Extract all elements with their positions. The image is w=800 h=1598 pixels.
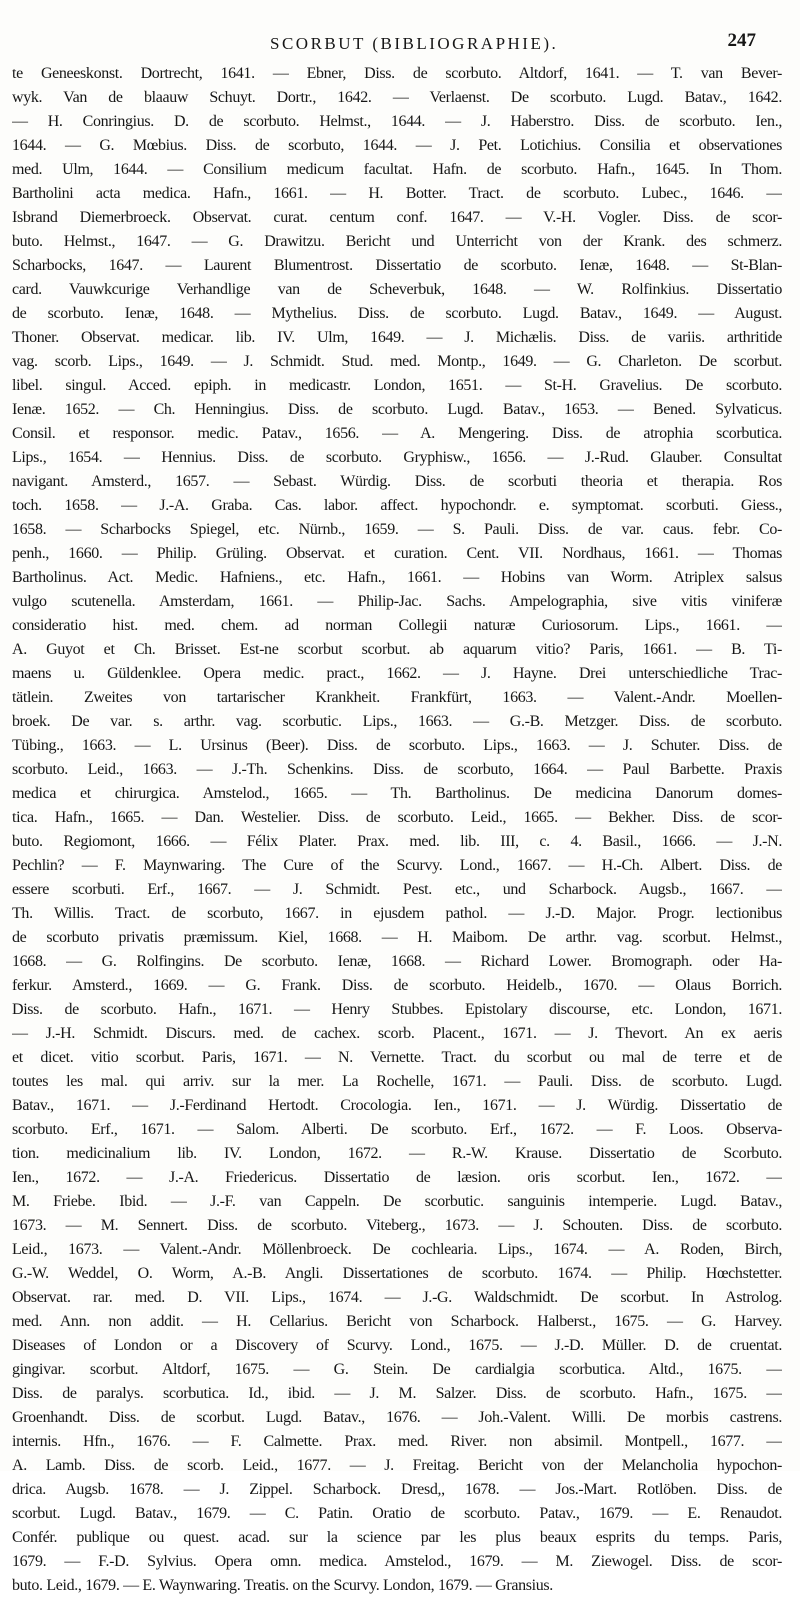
bibliography-text (12, 62, 782, 1598)
text-line: Pechlin? — F. Maynwaring. The Cure of the Scurvy. Lond., 1667. — H.-Ch. Albert. Diss. de (12, 857, 782, 874)
text-line: 1658. — Scharbocks Spiegel, etc. Nürnb., 1659. — S. Pauli. Diss. de var. caus. febr. Co- (12, 521, 782, 538)
text-line: toutes les mal. qui arriv. sur la mer. La Rochelle, 1671. — Pauli. Diss. de scorbuto. Lugd. (12, 1073, 782, 1090)
text-line: scorbuto. Erf., 1671. — Salom. Alberti. De scorbuto. Erf., 1672. — F. Loos. Observa- (12, 1121, 782, 1138)
text-line: 1679. — F.-D. Sylvius. Opera omn. medica. Amstelod., 1679. — M. Ziewogel. Diss. de scor- (12, 1553, 782, 1570)
text-line: Ienæ. 1652. — Ch. Henningius. Diss. de scorbuto. Lugd. Batav., 1653. — Bened. Sylvaticus. (12, 401, 782, 418)
text-line: Batav., 1671. — J.-Ferdinand Hertodt. Crocologia. Ien., 1671. — J. Würdig. Dissertatio de (12, 1097, 782, 1114)
text-line: Bartholinus. Act. Medic. Hafniens., etc. Hafn., 1661. — Hobins van Worm. Atriplex salsus (12, 569, 782, 586)
text-line: buto. Helmst., 1647. — G. Drawitzu. Bericht und Unterricht von der Krank. des schmerz. (12, 233, 782, 250)
text-line: — J.-H. Schmidt. Discurs. med. de cachex. scorb. Placent., 1671. — J. Thevort. An ex aeris (12, 1025, 782, 1042)
text-line: de scorbuto. Ienæ, 1648. — Mythelius. Diss. de scorbuto. Lugd. Batav., 1649. — August. (12, 305, 782, 322)
text-line: essere scorbuti. Erf., 1667. — J. Schmidt. Pest. etc., und Scharbock. Augsb., 1667. — (12, 881, 782, 898)
text-line: Diss. de paralys. scorbutica. Id., ibid. — J. M. Salzer. Diss. de scorbuto. Hafn., 1675. — (12, 1385, 782, 1402)
text-line: internis. Hfn., 1676. — F. Calmette. Prax. med. River. non absimil. Montpell., 1677. — (12, 1433, 782, 1450)
text-line: libel. singul. Acced. epiph. in medicastr. London, 1651. — St-H. Gravelius. De scorbuto. (12, 377, 782, 394)
text-line: Lips., 1654. — Hennius. Diss. de scorbuto. Gryphisw., 1656. — J.-Rud. Glauber. Consultat (12, 449, 782, 466)
text-line: Tübing., 1663. — L. Ursinus (Beer). Diss. de scorbuto. Lips., 1663. — J. Schuter. Diss. de (12, 737, 782, 754)
text-line: Bartholini acta medica. Hafn., 1661. — H. Botter. Tract. de scorbuto. Lubec., 1646. — (12, 185, 782, 202)
text-line: 1668. — G. Rolfingins. De scorbuto. Ienæ, 1668. — Richard Lower. Bromograph. oder Ha- (12, 953, 782, 970)
text-line: Scharbocks, 1647. — Laurent Blumentrost. Dissertatio de scorbuto. Ienæ, 1648. — St-Blan- (12, 257, 782, 274)
text-line: tätlein. Zweites von tartarischer Krankheit. Frankfürt, 1663. — Valent.-Andr. Moellen- (12, 689, 782, 706)
text-line: scorbuto. Leid., 1663. — J.-Th. Schenkins. Diss. de scorbuto, 1664. — Paul Barbette. Praxis (12, 761, 782, 778)
text-line: tica. Hafn., 1665. — Dan. Westelier. Diss. de scorbuto. Leid., 1665. — Bekher. Diss. de scor- (12, 809, 782, 826)
text-line: M. Friebe. Ibid. — J.-F. van Cappeln. De scorbutic. sanguinis intemperie. Lugd. Batav., (12, 1193, 782, 1210)
running-head (90, 30, 760, 58)
text-line: — H. Conringius. D. de scorbuto. Helmst., 1644. — J. Haberstro. Diss. de scorbuto. Ien., (12, 113, 782, 130)
text-line: ferkur. Amsterd., 1669. — G. Frank. Diss. de scorbuto. Heidelb., 1670. — Olaus Borrich. (12, 977, 782, 994)
text-line: vag. scorb. Lips., 1649. — J. Schmidt. Stud. med. Montp., 1649. — G. Charleton. De scorbut. (12, 353, 782, 370)
text-line: navigant. Amsterd., 1657. — Sebast. Würdig. Diss. de scorbuti theoria et therapia. Ros (12, 473, 782, 490)
text-line: A. Lamb. Diss. de scorb. Leid., 1677. — J. Freitag. Bericht von der Melancholia hypochon- (12, 1457, 782, 1474)
text-line: Confér. publique ou quest. acad. sur la science par les plus beaux esprits du temps. Paris, (12, 1529, 782, 1546)
text-line: Diseases of London or a Discovery of Scurvy. Lond., 1675. — J.-D. Müller. D. de cruentat. (12, 1337, 782, 1354)
text-line: buto. Regiomont, 1666. — Félix Plater. Prax. med. lib. III, c. 4. Basil., 1666. — J.-N. (12, 833, 782, 850)
text-line: tion. medicinalium lib. IV. London, 1672. — R.-W. Krause. Dissertatio de Scorbuto. (12, 1145, 782, 1162)
text-line: scorbut. Lugd. Batav., 1679. — C. Patin. Oratio de scorbuto. Patav., 1679. — E. Renaudot. (12, 1505, 782, 1522)
text-line: Isbrand Diemerbroeck. Observat. curat. centum conf. 1647. — V.-H. Vogler. Diss. de scor- (12, 209, 782, 226)
text-line: Th. Willis. Tract. de scorbuto, 1667. in ejusdem pathol. — J.-D. Major. Progr. lectionibus (12, 905, 782, 922)
text-line: 1644. — G. Mœbius. Diss. de scorbuto, 1644. — J. Pet. Lotichius. Consilia et observationes (12, 137, 782, 154)
text-line: drica. Augsb. 1678. — J. Zippel. Scharbock. Dresd,, 1678. — Jos.-Mart. Rotlöben. Diss. de (12, 1481, 782, 1498)
text-line: Consil. et responsor. medic. Patav., 1656. — A. Mengering. Diss. de atrophia scorbutica. (12, 425, 782, 442)
text-line: med. Ann. non addit. — H. Cellarius. Bericht von Scharbock. Halberst., 1675. — G. Harvey. (12, 1313, 782, 1330)
text-line: te Geneeskonst. Dortrecht, 1641. — Ebner, Diss. de scorbuto. Altdorf, 1641. — T. van Bever- (12, 65, 782, 82)
text-line: toch. 1658. — J.-A. Graba. Cas. labor. affect. hypochondr. e. symptomat. scorbuti. Giess., (12, 497, 782, 514)
text-line: medica et chirurgica. Amstelod., 1665. — Th. Bartholinus. De medicina Danorum domes- (12, 785, 782, 802)
text-line: consideratio hist. med. chem. ad norman Collegii naturæ Curiosorum. Lips., 1661. — (12, 617, 782, 634)
text-line: broek. De var. s. arthr. vag. scorbutic. Lips., 1663. — G.-B. Metzger. Diss. de scorbuto. (12, 713, 782, 730)
text-line: wyk. Van de blaauw Schuyt. Dortr., 1642. — Verlaenst. De scorbuto. Lugd. Batav., 1642. (12, 89, 782, 106)
text-line: Groenhandt. Diss. de scorbut. Lugd. Batav., 1676. — Joh.-Valent. Willi. De morbis castrens. (12, 1409, 782, 1426)
running-title: SCORBUT (BIBLIOGRAPHIE). (270, 34, 559, 53)
text-line: penh., 1660. — Philip. Grüling. Observat. et curation. Cent. VII. Nordhaus, 1661. — Thomas (12, 545, 782, 562)
text-line: Diss. de scorbuto. Hafn., 1671. — Henry Stubbes. Epistolary discourse, etc. London, 1671. (12, 1001, 782, 1018)
text-line: Thoner. Observat. medicar. lib. IV. Ulm, 1649. — J. Michælis. Diss. de variis. arthritide (12, 329, 782, 346)
text-line: vulgo scutenella. Amsterdam, 1661. — Philip-Jac. Sachs. Ampelographia, sive vitis viniferæ (12, 593, 782, 610)
page-number: 247 (727, 30, 756, 51)
text-line: maens u. Güldenklee. Opera medic. pract., 1662. — J. Hayne. Drei unterschiedliche Trac- (12, 665, 782, 682)
text-line: G.-W. Weddel, O. Worm, A.-B. Angli. Dissertationes de scorbuto. 1674. — Philip. Hœchstetter. (12, 1265, 782, 1282)
text-line: de scorbuto privatis præmissum. Kiel, 1668. — H. Maibom. De arthr. vag. scorbut. Helmst., (12, 929, 782, 946)
text-line: gingivar. scorbut. Altdorf, 1675. — G. Stein. De cardialgia scorbutica. Altd., 1675. — (12, 1361, 782, 1378)
text-line: med. Ulm, 1644. — Consilium medicum facultat. Hafn. de scorbuto. Hafn., 1645. In Thom. (12, 161, 782, 178)
text-line: A. Guyot et Ch. Brisset. Est-ne scorbut scorbut. ab aquarum vitio? Paris, 1661. — B. Ti- (12, 641, 782, 658)
text-line: Observat. rar. med. D. VII. Lips., 1674. — J.-G. Waldschmidt. De scorbut. In Astrolog. (12, 1289, 782, 1306)
text-line: Leid., 1673. — Valent.-Andr. Möllenbroeck. De cochlearia. Lips., 1674. — A. Roden, Birch, (12, 1241, 782, 1258)
text-line: Ien., 1672. — J.-A. Friedericus. Dissertatio de læsion. oris scorbut. Ien., 1672. — (12, 1169, 782, 1186)
text-line: et dicet. vitio scorbut. Paris, 1671. — N. Vernette. Tract. du scorbut ou mal de terre et de (12, 1049, 782, 1066)
text-line: card. Vauwkcurige Verhandlige van de Scheverbuk, 1648. — W. Rolfinkius. Dissertatio (12, 281, 782, 298)
text-line: 1673. — M. Sennert. Diss. de scorbuto. Viteberg., 1673. — J. Schouten. Diss. de scorbuto. (12, 1217, 782, 1234)
text-line: buto. Leid., 1679. — E. Waynwaring. Treatis. on the Scurvy. London, 1679. — Gransius. (12, 1577, 553, 1594)
